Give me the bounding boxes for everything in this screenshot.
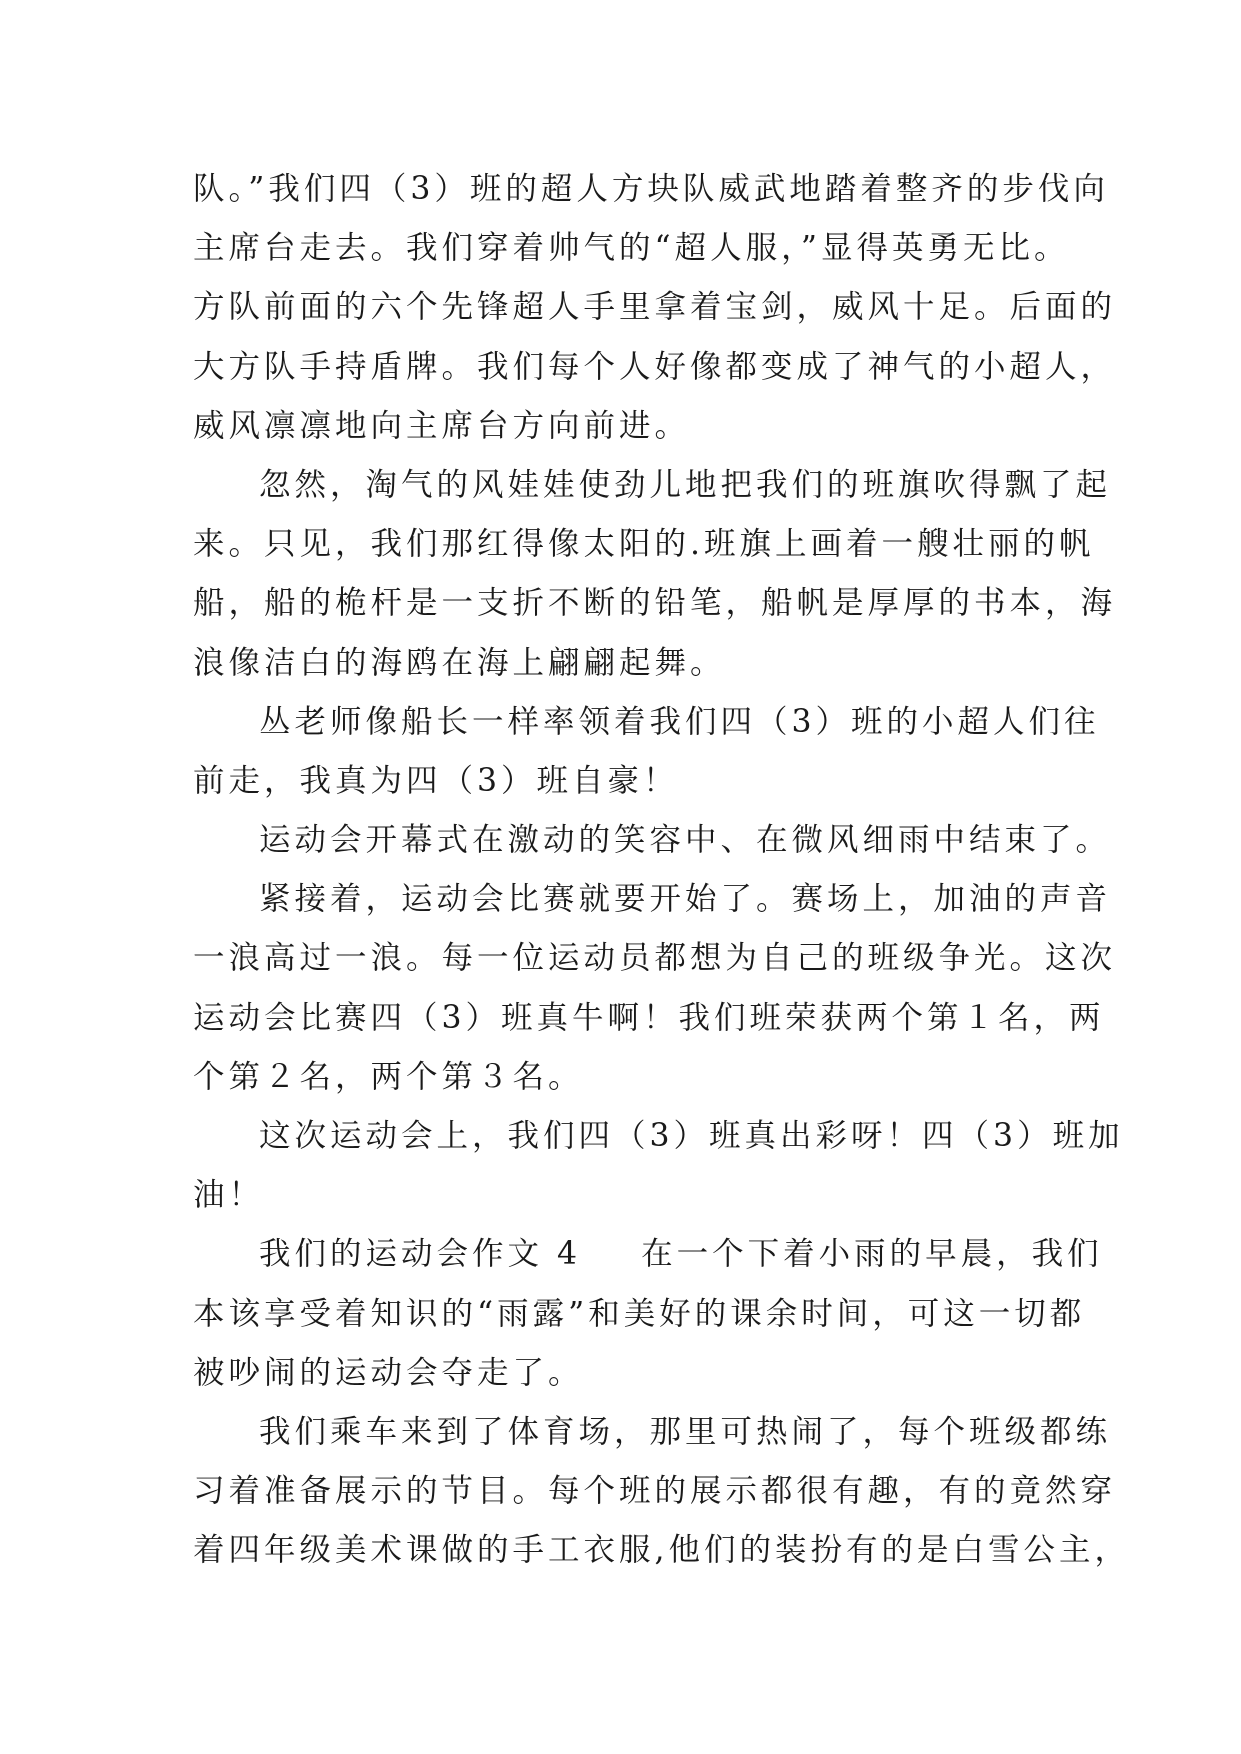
text-line: 被吵闹的运动会夺走了。	[193, 1354, 584, 1391]
paragraph-start-line: 我们乘车来到了体育场，那里可热闹了，每个班级都练	[259, 1413, 1112, 1450]
text-line: 方队前面的六个先锋超人手里拿着宝剑，威风十足。后面的	[193, 289, 1117, 326]
text-line: 着四年级美术课做的手工衣服,他们的装扮有的是白雪公主，	[193, 1532, 1131, 1569]
text-line: 本该享受着知识的“雨露”和美好的课余时间，可这一切都	[193, 1295, 1086, 1332]
paragraph-start-line: 丛老师像船长一样率领着我们四（3）班的小超人们往	[259, 703, 1100, 740]
paragraph-start-line: 忽然，淘气的风娃娃使劲儿地把我们的班旗吹得飘了起	[259, 466, 1112, 503]
text-line: 大方队手持盾牌。我们每个人好像都变成了神气的小超人，	[193, 348, 1117, 385]
text-line: 威风凛凛地向主席台方向前进。	[193, 407, 691, 444]
text-line: 个第２名，两个第３名。	[193, 1058, 584, 1095]
heading-line	[193, 1225, 1103, 1284]
heading-line-rest: 在一个下着小雨的早晨，我们	[641, 1236, 1103, 1273]
paragraph-start-line: 这次运动会上，我们四（3）班真出彩呀！四（3）班加	[259, 1118, 1124, 1154]
essay-title: 我们的运动会作文 4	[259, 1236, 582, 1273]
paragraph-start-line: 运动会开幕式在激动的笑容中、在微风细雨中结束了。	[259, 822, 1112, 859]
text-line: 主席台走去。我们穿着帅气的“超人服，”显得英勇无比。	[193, 230, 1070, 267]
text-line: 队。”我们四（3）班的超人方块队威武地踏着整齐的步伐向	[193, 171, 1109, 207]
text-line: 运动会比赛四（3）班真牛啊！我们班荣获两个第１名，两	[193, 999, 1105, 1036]
paragraph-start-line: 紧接着，运动会比赛就要开始了。赛场上，加油的声音	[259, 881, 1112, 918]
text-line: 习着准备展示的节目。每个班的展示都很有趣，有的竟然穿	[193, 1473, 1117, 1510]
text-line: 油！	[193, 1177, 265, 1214]
text-line: 来。只见，我们那红得像太阳的.班旗上画着一艘壮丽的帆	[193, 526, 1095, 563]
essay-body	[193, 160, 1131, 1581]
text-line: 一浪高过一浪。每一位运动员都想为自己的班级争光。这次	[193, 940, 1117, 977]
text-line: 船，船的桅杆是一支折不断的铅笔，船帆是厚厚的书本，海	[193, 585, 1117, 622]
text-line: 浪像洁白的海鸥在海上翩翩起舞。	[193, 644, 726, 681]
text-line: 前走，我真为四（3）班自豪！	[193, 762, 679, 799]
